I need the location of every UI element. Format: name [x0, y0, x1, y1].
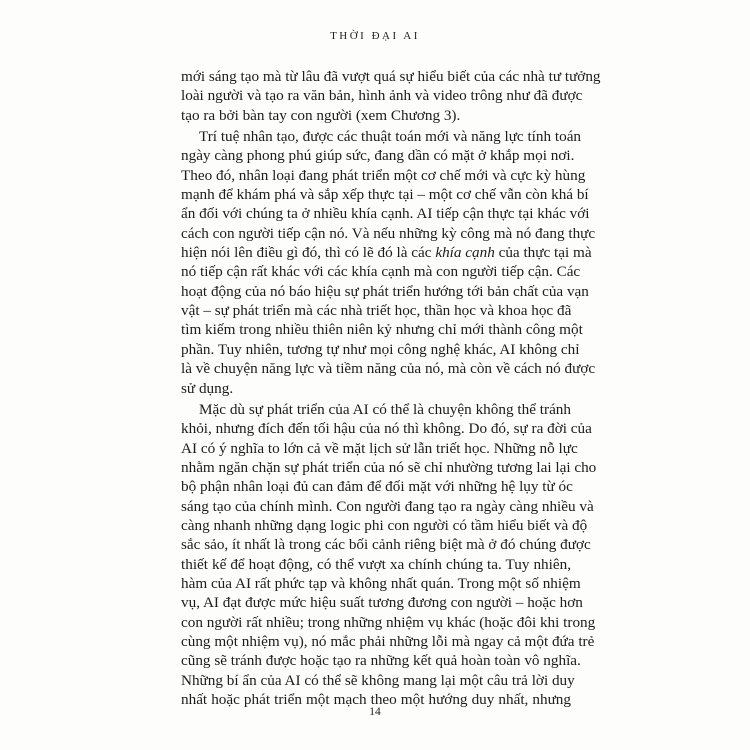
text-line: loài người và tạo ra văn bản, hình ảnh và video trông như đã được: [181, 87, 583, 105]
text-line: sử dụng.: [181, 379, 234, 397]
text-line: Theo đó, nhân loại đang phát triển một cơ chế mới và cực kỳ hùng: [181, 166, 586, 184]
text-line: ẩn đối với chúng ta ở nhiều khía cạnh. AI tiếp cận thực tại khác với: [181, 205, 590, 223]
text-line: càng nhanh những dạng logic phi con người có tầm hiểu biết và độ: [181, 516, 588, 534]
text-line: nó tiếp cận rất khác với các khía cạnh mà con người tiếp cận. Các: [181, 263, 581, 281]
text-line: Trí tuệ nhân tạo, được các thuật toán mới và năng lực tính toán: [199, 128, 582, 146]
text-line: mới sáng tạo mà từ lâu đã vượt quá sự hiểu biết của các nhà tư tưởng: [181, 68, 601, 85]
body-text: [181, 67, 601, 711]
text-line: con người rất nhiều; trong những nhiệm vụ khác (hoặc đôi khi trong: [181, 613, 596, 631]
text-line: tìm kiếm trong nhiều thiên niên kỷ nhưng chỉ mới thành công một: [181, 321, 583, 339]
text-fragment: của thực tại mà: [498, 244, 592, 262]
text-line: nhất hoặc phát triển một mạch theo một hướng duy nhất, nhưng: [181, 691, 571, 708]
text-line: sáng tạo của chính mình. Con người đang tạo ra ngày càng nhiều và: [181, 497, 594, 515]
text-fragment: hiện nói lên điều gì đó, thì có lẽ đó là các: [181, 244, 432, 262]
paragraph-1: [181, 67, 601, 125]
text-line: nhằm ngăn chặn sự phát triển của nó sẽ chỉ nhường tương lai lại cho: [181, 458, 597, 476]
text-line: cùng một nhiệm vụ), nó mắc phải những lỗi mà ngay cả một đứa trẻ: [181, 632, 595, 650]
text-line: cách con người tiếp cận nó. Và nếu những kỳ công mà nó đang thực: [181, 224, 596, 242]
text-line: vật – sự phát triển mà các nhà triết học, thần học và khoa học đã: [181, 302, 572, 320]
text-line: thiết kế để hoạt động, có thể vượt xa chính chúng ta. Tuy nhiên,: [181, 555, 571, 573]
running-header: THỜI ĐẠI AI: [330, 30, 420, 42]
paragraph-2: [181, 127, 596, 398]
emphasis-text: khía cạnh: [435, 244, 495, 262]
text-line: phần. Tuy nhiên, tương tự như mọi công nghệ khác, AI không chỉ: [181, 340, 580, 358]
text-line: hàm của AI rất phức tạp và không nhất quán. Trong một số nhiệm: [181, 574, 581, 592]
text-line: cũng sẽ tránh được hoặc tạo ra những kết quả hoàn toàn vô nghĩa.: [181, 652, 581, 670]
text-line: sắc sảo, ít nhất là trong các bối cảnh riêng biệt mà ở đó chúng được: [181, 536, 591, 554]
text-line: bộ phận nhân loại đủ can đảm để đối mặt với những hệ lụy từ óc: [181, 478, 573, 496]
page-number: 14: [369, 706, 381, 718]
text-line: ngày càng phong phú giúp sức, đang dần có mặt ở khắp mọi nơi.: [181, 147, 575, 165]
text-line: vụ, AI đạt được mức hiệu suất tương đương con người – hoặc hơn: [181, 594, 583, 612]
text-line-with-emphasis: [181, 243, 592, 262]
paragraph-3: [181, 400, 597, 710]
text-line: Những bí ẩn của AI có thể sẽ không mang lại một câu trả lời duy: [181, 671, 575, 689]
text-line: là về chuyện năng lực và tiềm năng của nó, mà còn về cách nó được: [181, 360, 596, 378]
text-line: mạnh để khám phá và sắp xếp thực tại – một cơ chế vẫn còn khá bí: [181, 186, 589, 204]
text-line: hoạt động của nó báo hiệu sự phát triển hướng tới bản chất của vạn: [181, 282, 589, 300]
text-line: tạo ra bởi bàn tay con người (xem Chương 3).: [181, 106, 461, 124]
text-line: Mặc dù sự phát triển của AI có thể là chuyện không thể tránh: [199, 400, 571, 418]
text-line: AI có ý nghĩa to lớn cả về mặt lịch sử lẫn triết học. Những nỗ lực: [181, 439, 578, 457]
text-line: khỏi, nhưng đích đến tối hậu của nó thì không. Do đó, sự ra đời của: [181, 420, 592, 438]
